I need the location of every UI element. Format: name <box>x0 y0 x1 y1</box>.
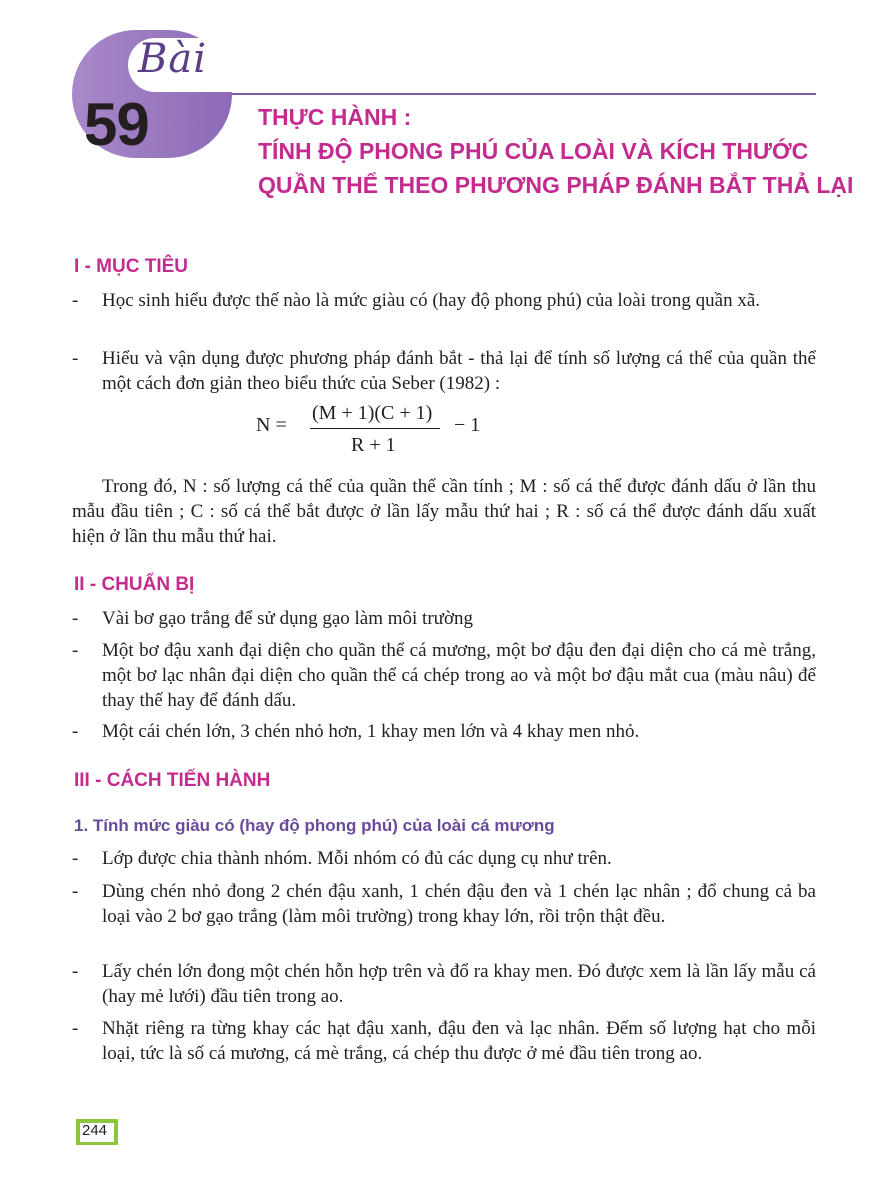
list-item-text: Nhặt riêng ra từng khay các hạt đậu xanh, đậu đen và lạc nhân. Đếm số lượng hạt cho mỗi loại, tức là số cá mương, cá mè trắng, cá chép thu được ở mẻ đầu tiên trong ao. <box>102 1018 816 1064</box>
list-item: - Dùng chén nhỏ đong 2 chén đậu xanh, 1 chén đậu đen và 1 chén lạc nhân ; đổ chung cả ba loại vào 2 bơ gạo trắng (làm môi trường) trong khay lớn, rồi trộn thật đều. <box>72 881 816 927</box>
list-item-text: Lớp được chia thành nhóm. Mỗi nhóm có đủ các dụng cụ như trên. <box>102 848 612 869</box>
subsection-heading: 1. Tính mức giàu có (hay độ phong phú) của loài cá mương <box>74 816 555 835</box>
list-item-text: Vài bơ gạo trắng để sử dụng gạo làm môi trường <box>102 608 474 629</box>
lesson-number: 59 <box>84 91 149 158</box>
list-item: - Lấy chén lớn đong một chén hỗn hợp trên và đổ ra khay men. Đó được xem là lần lấy mẫu cá (hay mẻ lưới) đầu tiên trong ao. <box>72 961 816 1007</box>
formula-explanation: Trong đó, N : số lượng cá thể của quần thể cần tính ; M : số cá thể được đánh dấu ở lần thu mẫu đầu tiên ; C : số cá thể bắt được ở lần lấy mẫu thứ hai ; R : số cá thể được đánh dấu xuất hiện ở lần thu mẫu thứ hai. <box>72 476 816 547</box>
list-item-text: Học sinh hiểu được thế nào là mức giàu có (hay độ phong phú) của loài trong quần xã. <box>102 290 760 311</box>
formula-fraction-bar <box>310 428 440 429</box>
list-item: - Học sinh hiểu được thế nào là mức giàu có (hay độ phong phú) của loài trong quần xã. <box>72 288 816 313</box>
page-number: 244 <box>82 1122 108 1139</box>
formula-denominator: R + 1 <box>351 434 396 456</box>
list-item: - Một bơ đậu xanh đại diện cho quần thể cá mương, một bơ đậu đen đại diện cho cá mè trắng, một bơ lạc nhân đại diện cho quần thể cá chép trong ao và một bơ đậu mắt cua (màu nâu) để thay thế hay để đánh dấu. <box>72 640 816 711</box>
section-heading-objectives: I - MỤC TIÊU <box>74 256 188 277</box>
list-item: - Nhặt riêng ra từng khay các hạt đậu xanh, đậu đen và lạc nhân. Đếm số lượng hạt cho mỗi loại, tức là số cá mương, cá mè trắng, cá chép thu được ở mẻ đầu tiên trong ao. <box>72 1018 816 1064</box>
list-item: - Một cái chén lớn, 3 chén nhỏ hơn, 1 khay men lớn và 4 khay men nhỏ. <box>72 719 816 744</box>
title-line-2: TÍNH ĐỘ PHONG PHÚ CỦA LOÀI VÀ KÍCH THƯỚC <box>258 138 809 164</box>
title-line-1: THỰC HÀNH : <box>258 104 412 130</box>
section-heading-preparation: II - CHUẨN BỊ <box>74 574 195 595</box>
list-item-text: Hiểu và vận dụng được phương pháp đánh bắt - thả lại để tính số lượng cá thể của quần thể một cách đơn giản theo biểu thức của Seber (1982) : <box>102 348 816 394</box>
formula-tail: − 1 <box>454 414 481 436</box>
list-item: - Lớp được chia thành nhóm. Mỗi nhóm có đủ các dụng cụ như trên. <box>72 846 816 871</box>
formula-lhs: N = <box>256 414 287 436</box>
formula-numerator: (M + 1)(C + 1) <box>312 402 433 424</box>
list-item: - Vài bơ gạo trắng để sử dụng gạo làm môi trường <box>72 606 816 631</box>
title-line-3: QUẦN THỂ THEO PHƯƠNG PHÁP ĐÁNH BẮT THẢ LẠI <box>258 172 854 198</box>
list-item: - Hiểu và vận dụng được phương pháp đánh bắt - thả lại để tính số lượng cá thể của quần thể một cách đơn giản theo biểu thức của Seber (1982) : <box>72 348 816 394</box>
lesson-word: Bài <box>138 36 208 82</box>
header-divider <box>232 93 816 95</box>
section-heading-procedure: III - CÁCH TIẾN HÀNH <box>74 770 271 791</box>
list-item-text: Dùng chén nhỏ đong 2 chén đậu xanh, 1 chén đậu đen và 1 chén lạc nhân ; đổ chung cả ba loại vào 2 bơ gạo trắng (làm môi trường) trong khay lớn, rồi trộn thật đều. <box>102 881 816 927</box>
list-item-text: Lấy chén lớn đong một chén hỗn hợp trên và đổ ra khay men. Đó được xem là lần lấy mẫu cá (hay mẻ lưới) đầu tiên trong ao. <box>102 961 816 1007</box>
list-item-text: Một bơ đậu xanh đại diện cho quần thể cá mương, một bơ đậu đen đại diện cho cá mè trắng, một bơ lạc nhân đại diện cho quần thể cá chép trong ao và một bơ đậu mắt cua (màu nâu) để thay thế hay để đánh dấu. <box>102 640 816 711</box>
list-item-text: Một cái chén lớn, 3 chén nhỏ hơn, 1 khay men lớn và 4 khay men nhỏ. <box>102 721 640 742</box>
